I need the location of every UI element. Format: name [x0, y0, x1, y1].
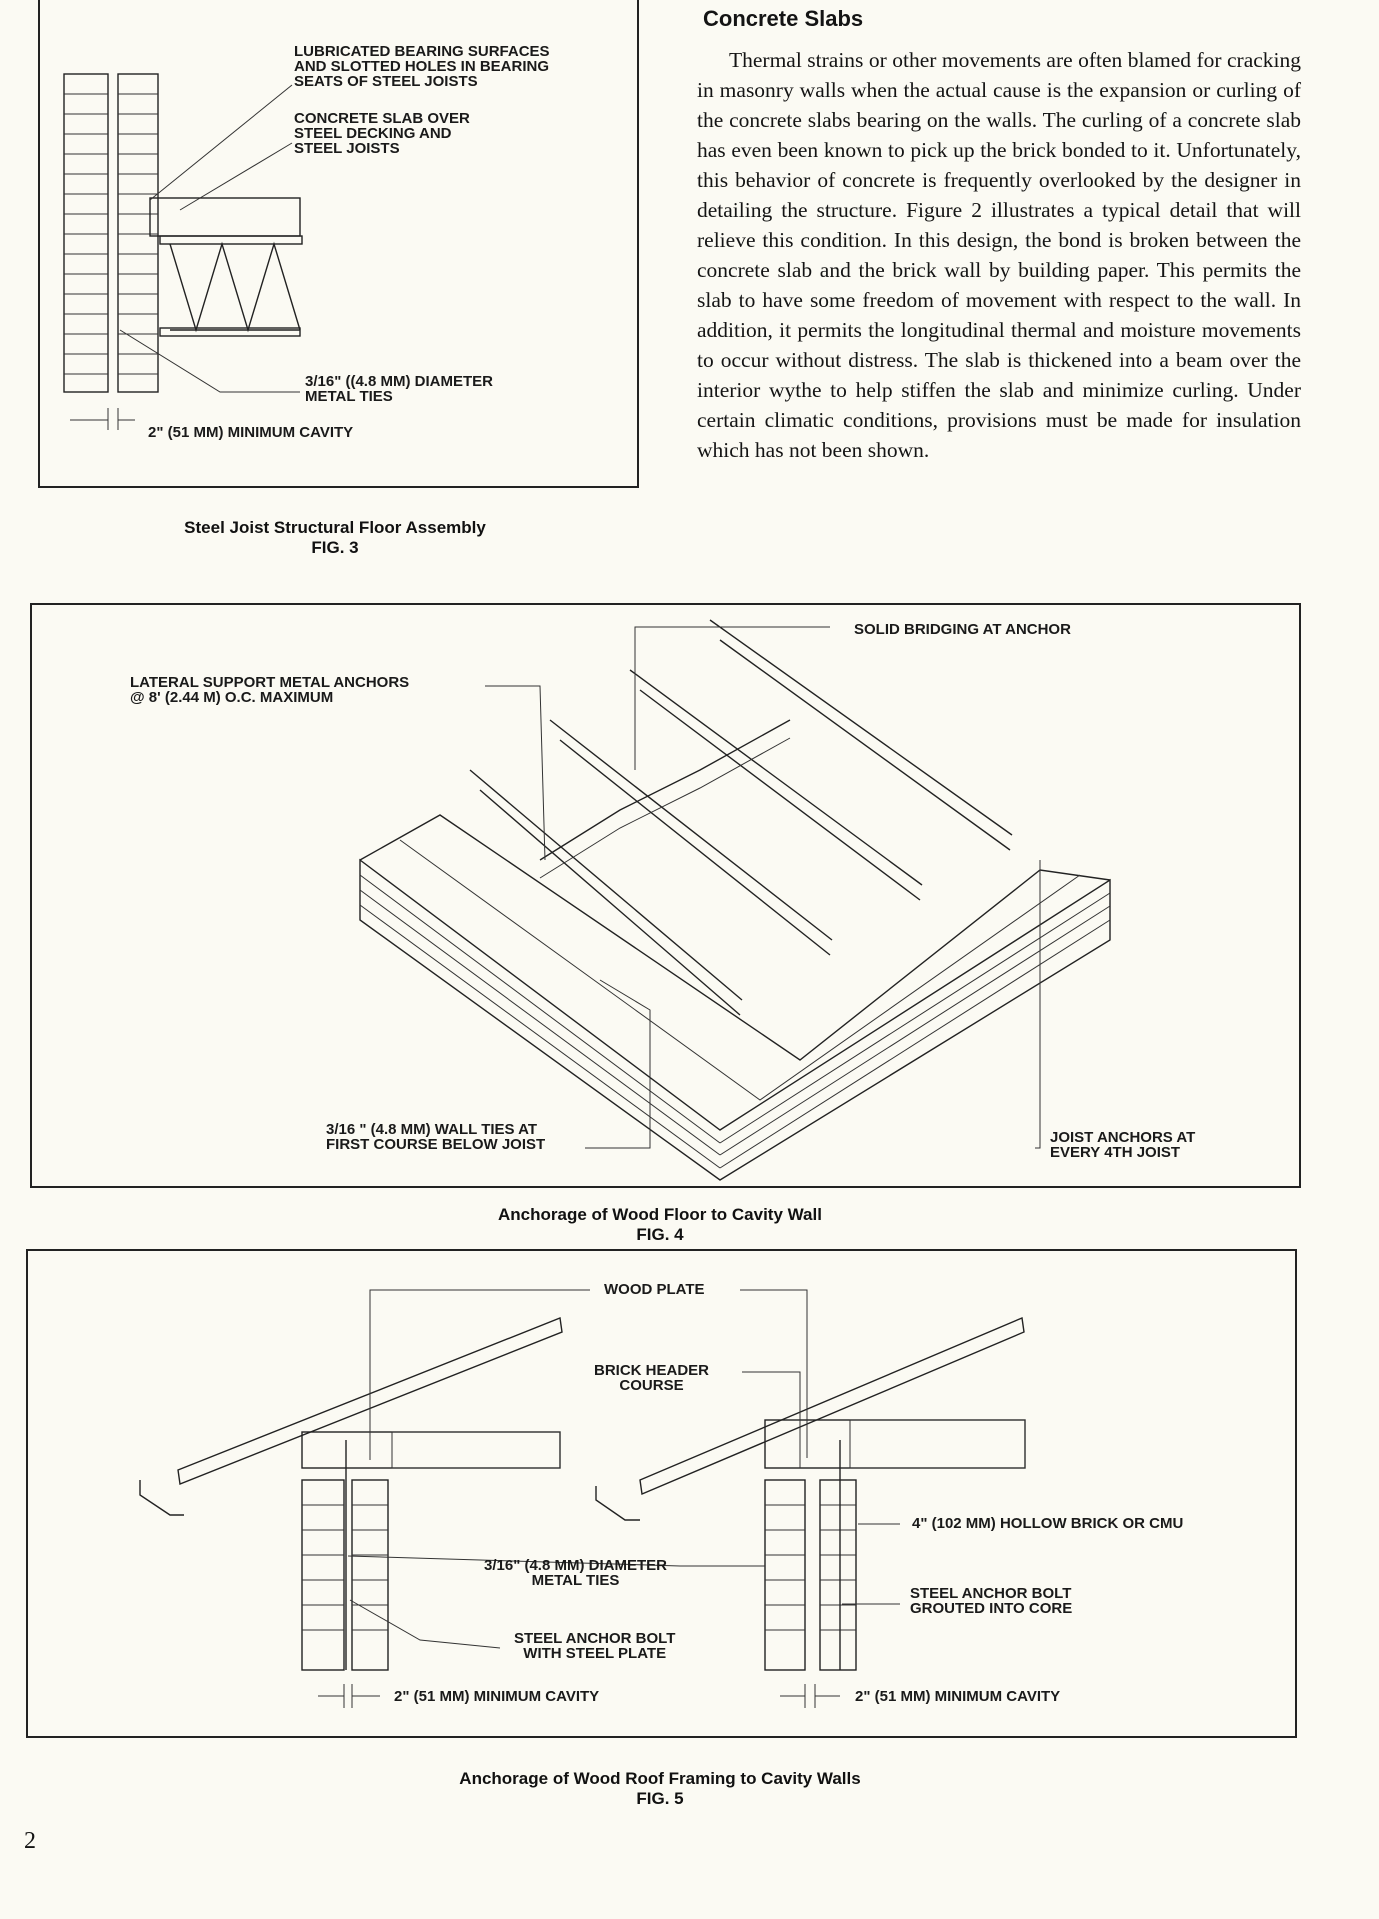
fig5-label-hollow: 4" (102 MM) HOLLOW BRICK OR CMU — [912, 1515, 1184, 1532]
fig5-label-wood-plate: WOOD PLATE — [604, 1281, 705, 1298]
fig5-caption-title: Anchorage of Wood Roof Framing to Cavity Walls — [459, 1769, 861, 1788]
fig4-label-wallties: 3/16 " (4.8 MM) WALL TIES AT FIRST COURSE BELOW JOIST — [326, 1121, 546, 1153]
fig5-label-cavity-left: 2" (51 MM) MINIMUM CAVITY — [394, 1688, 600, 1705]
fig3-caption-title: Steel Joist Structural Floor Assembly — [184, 518, 486, 537]
section-heading: Concrete Slabs — [703, 6, 864, 31]
fig3-label-ties: 3/16" ((4.8 MM) DIAMETER METAL TIES — [305, 373, 493, 405]
fig5-label-metal-ties: 3/16" (4.8 MM) DIAMETER METAL TIES — [484, 1557, 667, 1589]
fig4-label-joist-anchors: JOIST ANCHORS AT EVERY 4TH JOIST — [1050, 1129, 1196, 1161]
section-paragraph: Thermal strains or other movements are often blamed for cracking in masonry walls when the actual cause is the expansion or curling of the concrete slabs bearing on the walls. The curling of a concrete slab has even been known to pick up the brick bonded to it. Unfortunately, this behavior of concrete is frequently overlooked by the designer in detailing the structure. Figure 2 illustrates a typical detail that will relieve this condition. In this design, the bond is broken between the concrete slab and the brick wall by building paper. This permits the slab to have some freedom of movement with respect to the wall. In addition, it permits the longitudinal thermal and moisture movements to occur without distress. The slab is thickened into a beam over the interior wythe to help stiffen the slab and minimize curling. Under certain climatic conditions, provisions must be made for insulation which has not been shown. — [697, 48, 1301, 462]
fig5-caption-fig: FIG. 5 — [636, 1789, 684, 1808]
fig5-label-header: BRICK HEADER COURSE — [594, 1362, 710, 1394]
fig4-label-bridging: SOLID BRIDGING AT ANCHOR — [854, 621, 1071, 638]
fig3-label-slab: CONCRETE SLAB OVER STEEL DECKING AND STEEL JOISTS — [294, 110, 470, 157]
fig3-caption-fig: FIG. 3 — [311, 538, 359, 557]
fig5-label-cavity-right: 2" (51 MM) MINIMUM CAVITY — [855, 1688, 1061, 1705]
fig3-label-cavity: 2" (51 MM) MINIMUM CAVITY — [148, 424, 354, 441]
fig5-label-grouted: STEEL ANCHOR BOLT GROUTED INTO CORE — [910, 1585, 1073, 1617]
fig5-label-steel-plate: STEEL ANCHOR BOLT WITH STEEL PLATE — [514, 1630, 676, 1662]
fig4-label-lateral: LATERAL SUPPORT METAL ANCHORS @ 8' (2.44 M) O.C. MAXIMUM — [130, 674, 410, 706]
fig4-caption-fig: FIG. 4 — [636, 1225, 684, 1244]
fig3-label-bearing: LUBRICATED BEARING SURFACES AND SLOTTED HOLES IN BEARING SEATS OF STEEL JOISTS — [294, 43, 550, 90]
page-number: 2 — [24, 1828, 36, 1854]
fig5-caption — [380, 1769, 940, 1809]
fig4-caption-title: Anchorage of Wood Floor to Cavity Wall — [498, 1205, 822, 1224]
